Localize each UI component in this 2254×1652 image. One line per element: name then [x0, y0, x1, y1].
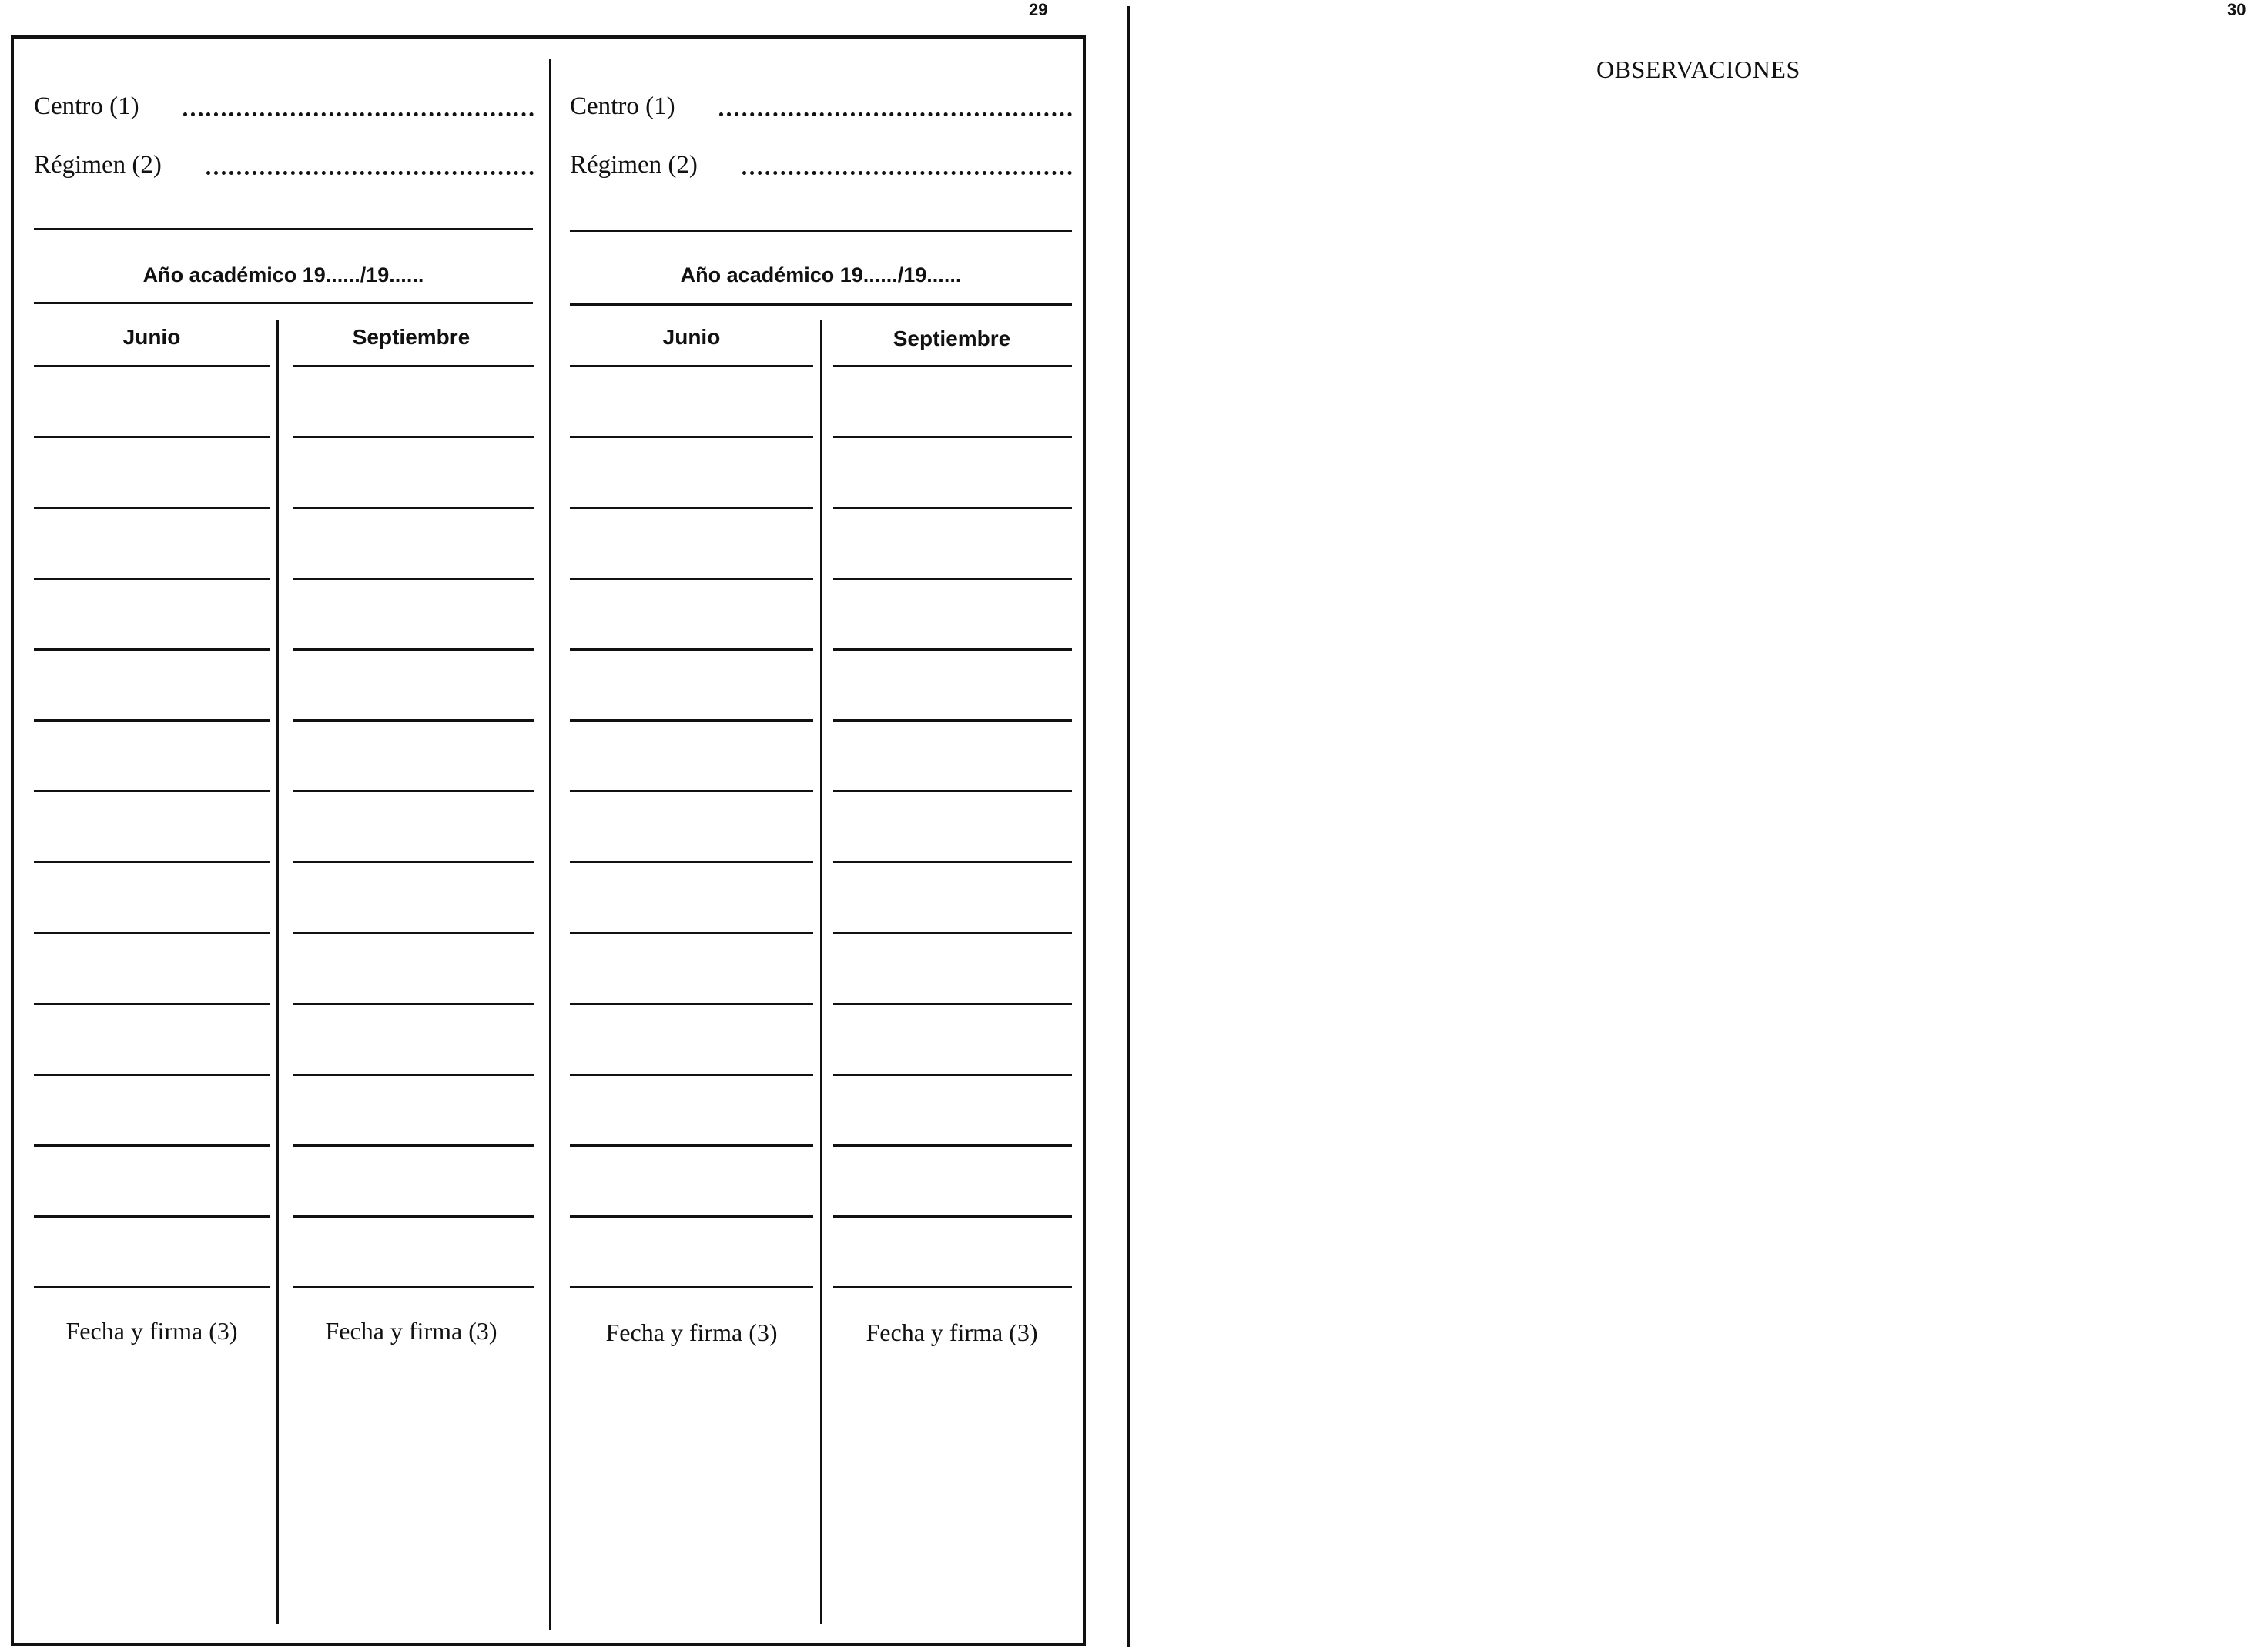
grade-entry-line[interactable] — [570, 932, 813, 934]
centro-field[interactable] — [719, 112, 1072, 116]
observaciones-title: OBSERVACIONES — [1596, 55, 1800, 83]
signature-label: Fecha y firma (3) — [605, 1319, 778, 1346]
grade-entry-line[interactable] — [570, 436, 813, 438]
grade-entry-line[interactable] — [833, 932, 1072, 934]
grade-entry-line[interactable] — [833, 790, 1072, 792]
centro-field[interactable] — [183, 112, 534, 116]
grade-entry-line[interactable] — [570, 1074, 813, 1076]
signature-label: Fecha y firma (3) — [866, 1319, 1038, 1346]
column-header-junio: Junio — [662, 325, 721, 349]
grade-entry-line[interactable] — [293, 436, 534, 438]
grade-entry-line[interactable] — [34, 1286, 270, 1288]
centro-label: Centro (1) — [570, 92, 675, 120]
record-form — [11, 35, 1086, 1646]
grade-entry-line[interactable] — [570, 790, 813, 792]
grade-entry-line[interactable] — [570, 578, 813, 580]
grade-entry-line[interactable] — [293, 1074, 534, 1076]
grade-entry-line[interactable] — [570, 861, 813, 863]
grade-entry-line[interactable] — [833, 1074, 1072, 1076]
page-divider — [1127, 6, 1130, 1647]
grade-entry-line[interactable] — [293, 719, 534, 722]
grade-entry-line[interactable] — [833, 1144, 1072, 1147]
regimen-field[interactable] — [742, 171, 1072, 175]
grade-entry-line[interactable] — [34, 790, 270, 792]
grade-entry-line[interactable] — [34, 507, 270, 509]
grade-entry-line[interactable] — [833, 648, 1072, 651]
column-header-septiembre: Septiembre — [352, 325, 471, 349]
grade-entry-line[interactable] — [34, 365, 270, 367]
academic-year: Año académico 19....../19...... — [680, 263, 962, 287]
grade-entry-line[interactable] — [570, 1144, 813, 1147]
grade-entry-line[interactable] — [833, 1286, 1072, 1288]
grade-entry-line[interactable] — [34, 861, 270, 863]
grade-entry-line[interactable] — [293, 1286, 534, 1288]
left-page-number: 29 — [1029, 0, 1048, 19]
column-divider — [820, 320, 822, 1624]
grade-entry-line[interactable] — [293, 507, 534, 509]
signature-label: Fecha y firma (3) — [65, 1317, 238, 1345]
grade-entry-line[interactable] — [833, 578, 1072, 580]
grade-entry-line[interactable] — [293, 578, 534, 580]
grade-entry-line[interactable] — [293, 648, 534, 651]
grade-entry-line[interactable] — [293, 861, 534, 863]
grade-entry-line[interactable] — [833, 365, 1072, 367]
grade-entry-line[interactable] — [570, 1215, 813, 1218]
rule — [34, 302, 533, 304]
grade-entry-line[interactable] — [570, 365, 813, 367]
block-divider — [549, 59, 551, 1630]
grade-entry-line[interactable] — [833, 1215, 1072, 1218]
grade-entry-line[interactable] — [293, 1144, 534, 1147]
column-header-junio: Junio — [122, 325, 181, 349]
column-header-septiembre: Septiembre — [893, 327, 1011, 350]
grade-entry-line[interactable] — [293, 932, 534, 934]
grade-entry-line[interactable] — [34, 578, 270, 580]
grade-entry-line[interactable] — [570, 648, 813, 651]
column-divider — [276, 320, 279, 1624]
grade-entry-line[interactable] — [833, 861, 1072, 863]
grade-entry-line[interactable] — [34, 1215, 270, 1218]
grade-entry-line[interactable] — [570, 719, 813, 722]
rule — [570, 303, 1072, 306]
grade-entry-line[interactable] — [293, 1215, 534, 1218]
grade-entry-line[interactable] — [34, 1003, 270, 1005]
centro-label: Centro (1) — [34, 92, 139, 120]
grade-entry-line[interactable] — [570, 1286, 813, 1288]
grade-entry-line[interactable] — [293, 365, 534, 367]
grade-entry-line[interactable] — [570, 507, 813, 509]
grade-entry-line[interactable] — [833, 719, 1072, 722]
grade-entry-line[interactable] — [293, 1003, 534, 1005]
regimen-field[interactable] — [206, 171, 534, 175]
regimen-label: Régimen (2) — [34, 151, 162, 179]
grade-entry-line[interactable] — [833, 436, 1072, 438]
grade-entry-line[interactable] — [34, 719, 270, 722]
grade-entry-line[interactable] — [34, 436, 270, 438]
grade-entry-line[interactable] — [833, 1003, 1072, 1005]
right-page-number: 30 — [2227, 0, 2246, 19]
grade-entry-line[interactable] — [34, 1074, 270, 1076]
rule — [34, 228, 533, 230]
rule — [570, 230, 1072, 232]
signature-label: Fecha y firma (3) — [325, 1317, 497, 1345]
grade-entry-line[interactable] — [34, 648, 270, 651]
grade-entry-line[interactable] — [34, 1144, 270, 1147]
regimen-label: Régimen (2) — [570, 151, 698, 179]
grade-entry-line[interactable] — [34, 932, 270, 934]
grade-entry-line[interactable] — [833, 507, 1072, 509]
academic-year: Año académico 19....../19...... — [142, 263, 424, 287]
grade-entry-line[interactable] — [293, 790, 534, 792]
grade-entry-line[interactable] — [570, 1003, 813, 1005]
